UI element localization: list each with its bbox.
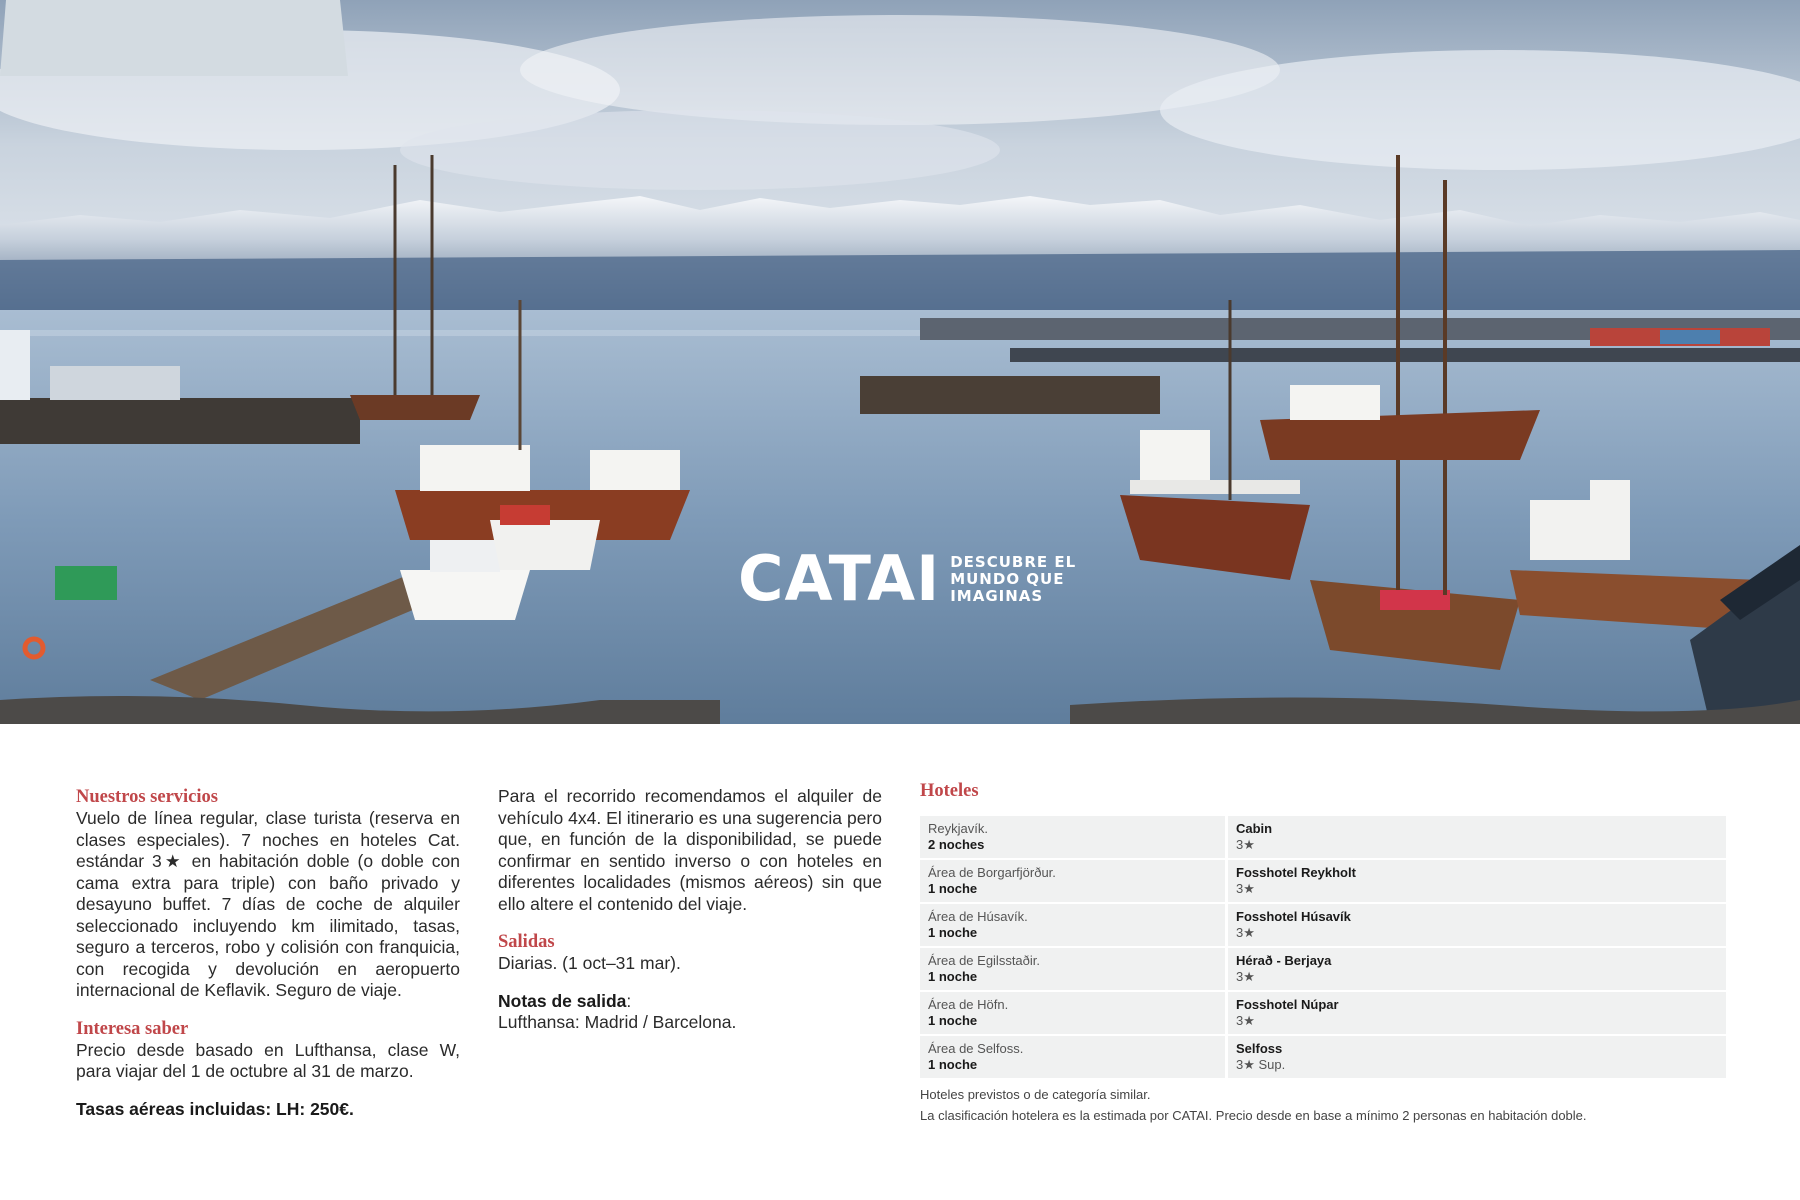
hotel-nights: 1 noche bbox=[928, 924, 978, 940]
hotel-location-cell bbox=[920, 1036, 1228, 1078]
hotel-location-cell bbox=[920, 992, 1228, 1034]
hotels-notes bbox=[920, 1084, 1726, 1126]
catai-logo bbox=[738, 542, 1080, 615]
column-itinerary bbox=[498, 786, 882, 1034]
hotel-name-cell bbox=[1228, 992, 1726, 1034]
decorative-tab bbox=[0, 0, 348, 76]
hotel-area: Área de Egilsstaðir. bbox=[928, 953, 1041, 968]
hotel-nights: 1 noche bbox=[928, 880, 978, 896]
hotel-name-cell bbox=[1228, 948, 1726, 990]
table-row bbox=[920, 816, 1726, 858]
hotel-name: Cabin bbox=[1236, 821, 1273, 836]
hotel-area: Área de Höfn. bbox=[928, 997, 1009, 1012]
hotel-nights: 1 noche bbox=[928, 1012, 978, 1028]
hotel-name: Selfoss bbox=[1236, 1041, 1283, 1056]
hotel-nights: 2 noches bbox=[928, 836, 985, 852]
logo-wordmark: CATAI bbox=[738, 542, 941, 615]
hotel-category: 3★ bbox=[1236, 836, 1255, 852]
hotels-note-similar: Hoteles previstos o de categoría similar. bbox=[920, 1087, 1151, 1102]
departure-notes-heading bbox=[498, 991, 882, 1013]
departure-notes-title: Notas de salida bbox=[498, 990, 627, 1011]
hotel-name-cell bbox=[1228, 1036, 1726, 1078]
column-services bbox=[76, 786, 460, 1120]
hotel-nights: 1 noche bbox=[928, 1056, 978, 1072]
hotel-area: Área de Borgarfjörður. bbox=[928, 865, 1056, 880]
table-row bbox=[920, 1036, 1726, 1078]
hotel-area: Área de Húsavík. bbox=[928, 909, 1028, 924]
hotel-name: Hérað - Berjaya bbox=[1236, 953, 1332, 968]
table-row bbox=[920, 992, 1726, 1034]
hotel-area: Área de Selfoss. bbox=[928, 1041, 1024, 1056]
hotel-category: 3★ bbox=[1236, 924, 1255, 940]
itinerary-intro: Para el recorrido recomendamos el alquiler de vehículo 4x4. El itinerario es una sugerencia pero que, en función de la disponibilidad, se puede confirmar en sentido inverso o con hoteles en diferentes localidades (mismos aéreos) sin que ello altere el contenido del viaje. bbox=[498, 786, 882, 914]
hotel-name: Fosshotel Núpar bbox=[1236, 997, 1339, 1012]
taxes-text: Tasas aéreas incluidas: LH: 250€. bbox=[76, 1098, 354, 1119]
logo-tagline: DESCUBRE EL MUNDO QUE IMAGINAS bbox=[950, 552, 1077, 605]
info-text: Precio desde basado en Lufthansa, clase W, para viajar del 1 de octubre al 31 de marzo. bbox=[76, 1039, 460, 1081]
table-row bbox=[920, 904, 1726, 946]
hotel-name-cell bbox=[1228, 904, 1726, 946]
info-heading: Interesa saber bbox=[76, 1018, 189, 1039]
hotels-heading: Hoteles bbox=[920, 781, 979, 801]
hotel-name: Fosshotel Reykholt bbox=[1236, 865, 1356, 880]
hotel-name: Fosshotel Húsavík bbox=[1236, 909, 1351, 924]
hotel-category: 3★ bbox=[1236, 968, 1255, 984]
hotel-category: 3★ bbox=[1236, 880, 1255, 896]
hotels-table bbox=[920, 816, 1726, 1078]
hotel-name-cell bbox=[1228, 816, 1726, 858]
departure-notes-text: Lufthansa: Madrid / Barcelona. bbox=[498, 1012, 737, 1032]
departures-heading: Salidas bbox=[498, 932, 555, 952]
column-hotels bbox=[920, 780, 1726, 1126]
hotel-area: Reykjavík. bbox=[928, 821, 988, 836]
hotel-location-cell bbox=[920, 816, 1228, 858]
hotel-category: 3★ Sup. bbox=[1236, 1056, 1286, 1072]
hotel-location-cell bbox=[920, 860, 1228, 902]
hotel-location-cell bbox=[920, 948, 1228, 990]
hotel-category: 3★ bbox=[1236, 1012, 1255, 1028]
services-text: Vuelo de línea regular, clase turista (reserva en clases especiales). 7 noches en hoteles Cat. estándar 3★ en habitación doble (o doble con cama extra para triple) con baño privado y desayuno buffet. 7 días de coche de alquiler seleccionado incluyendo km ilimitado, tasas, seguro a terceros, robo y colisión con franquicia, con recogida y devolución en aeropuerto internacional de Keflavik. Seguro de viaje. bbox=[76, 808, 460, 1000]
hotel-location-cell bbox=[920, 904, 1228, 946]
table-row bbox=[920, 860, 1726, 902]
departure-notes-colon: : bbox=[626, 990, 632, 1011]
departures-text: Diarias. (1 oct–31 mar). bbox=[498, 953, 681, 973]
services-heading: Nuestros servicios bbox=[76, 787, 218, 807]
hotel-name-cell bbox=[1228, 860, 1726, 902]
table-row bbox=[920, 948, 1726, 990]
hotels-note-classification: La clasificación hotelera es la estimada por CATAI. Precio desde en base a mínimo 2 personas en habitación doble. bbox=[920, 1108, 1587, 1123]
hotel-nights: 1 noche bbox=[928, 968, 978, 984]
